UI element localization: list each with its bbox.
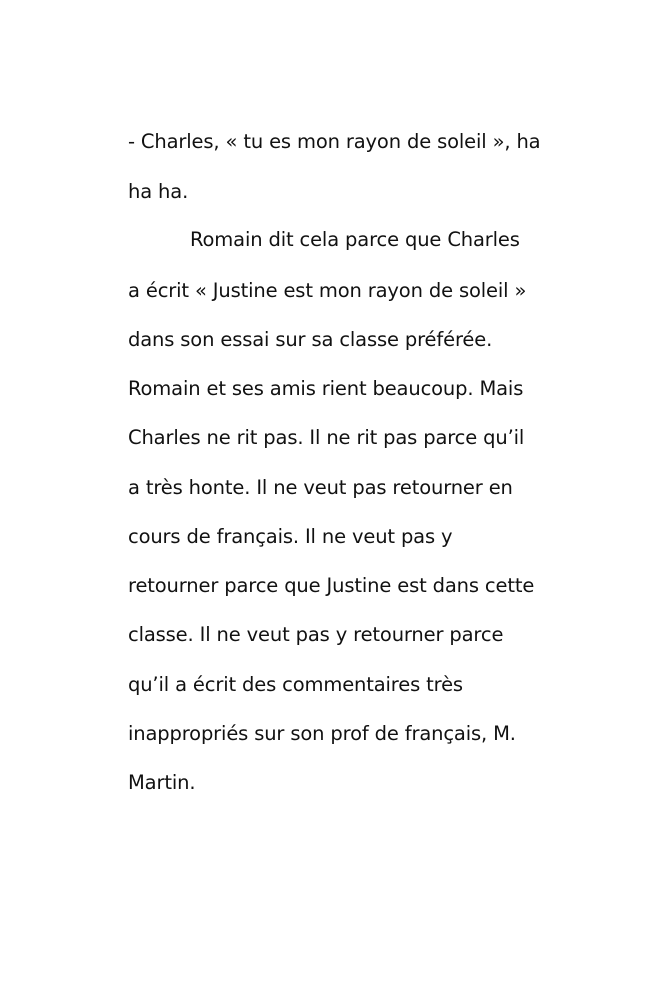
text-line: ha ha. xyxy=(128,180,189,203)
text-line: inappropriés sur son prof de français, M. xyxy=(128,722,516,745)
text-line: cours de français. Il ne veut pas y xyxy=(128,525,453,548)
text-line: qu’il a écrit des commentaires très xyxy=(128,673,463,696)
text-line: a très honte. Il ne veut pas retourner en xyxy=(128,476,513,499)
text-line: retourner parce que Justine est dans cette xyxy=(128,574,535,597)
text-line: dans son essai sur sa classe préférée. xyxy=(128,328,493,351)
text-line: classe. Il ne veut pas y retourner parce xyxy=(128,623,504,646)
text-line: Romain et ses amis rient beaucoup. Mais xyxy=(128,377,524,400)
text-line: - Charles, « tu es mon rayon de soleil », ha xyxy=(128,130,541,153)
text-line: a écrit « Justine est mon rayon de soleil » xyxy=(128,279,527,302)
text-line: Martin. xyxy=(128,771,196,794)
text-line: Charles ne rit pas. Il ne rit pas parce qu’il xyxy=(128,426,525,449)
text-line: Romain dit cela parce que Charles xyxy=(190,228,520,251)
